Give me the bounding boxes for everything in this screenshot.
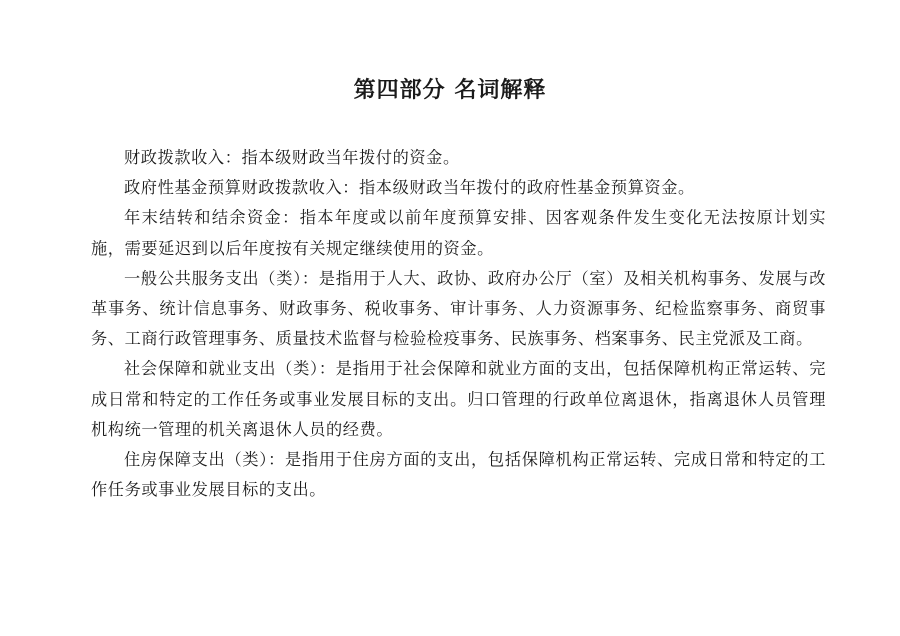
paragraph-government-fund-appropriation-income: 政府性基金预算财政拨款收入：指本级财政当年拨付的政府性基金预算资金。 — [124, 178, 695, 198]
page-title: 第四部分 名词解释 — [353, 78, 547, 103]
paragraph-year-end-carryover-funds: 年末结转和结余资金：指本年度或以前年度预算安排、因客观条件发生变化无法按原计划实施，需要延迟到以后年度按有关规定继续使用的资金。 — [91, 208, 826, 258]
paragraph-fiscal-appropriation-income: 财政拨款收入：指本级财政当年拨付的资金。 — [124, 148, 460, 167]
paragraph-social-security-employment-expenditure: 社会保障和就业支出（类）：是指用于社会保障和就业方面的支出，包括保障机构正常运转、完成日常和特定的工作任务或事业发展目标的支出。归口管理的行政单位离退休，指离退休人员管理机构统一管理的机关离退休人员的经费。 — [91, 359, 826, 439]
paragraph-general-public-services-expenditure: 一般公共服务支出（类）：是指用于人大、政协、政府办公厅（室）及相关机构事务、发展与改革事务、统计信息事务、财政事务、税收事务、审计事务、人力资源事务、纪检监察事务、商贸事务、工商行政管理事务、质量技术监督与检验检疫事务、民族事务、档案事务、民主党派及工商。 — [91, 268, 826, 349]
paragraph-housing-security-expenditure: 住房保障支出（类）：是指用于住房方面的支出，包括保障机构正常运转、完成日常和特定的工作任务或事业发展目标的支出。 — [91, 450, 826, 500]
document-body — [91, 143, 826, 505]
